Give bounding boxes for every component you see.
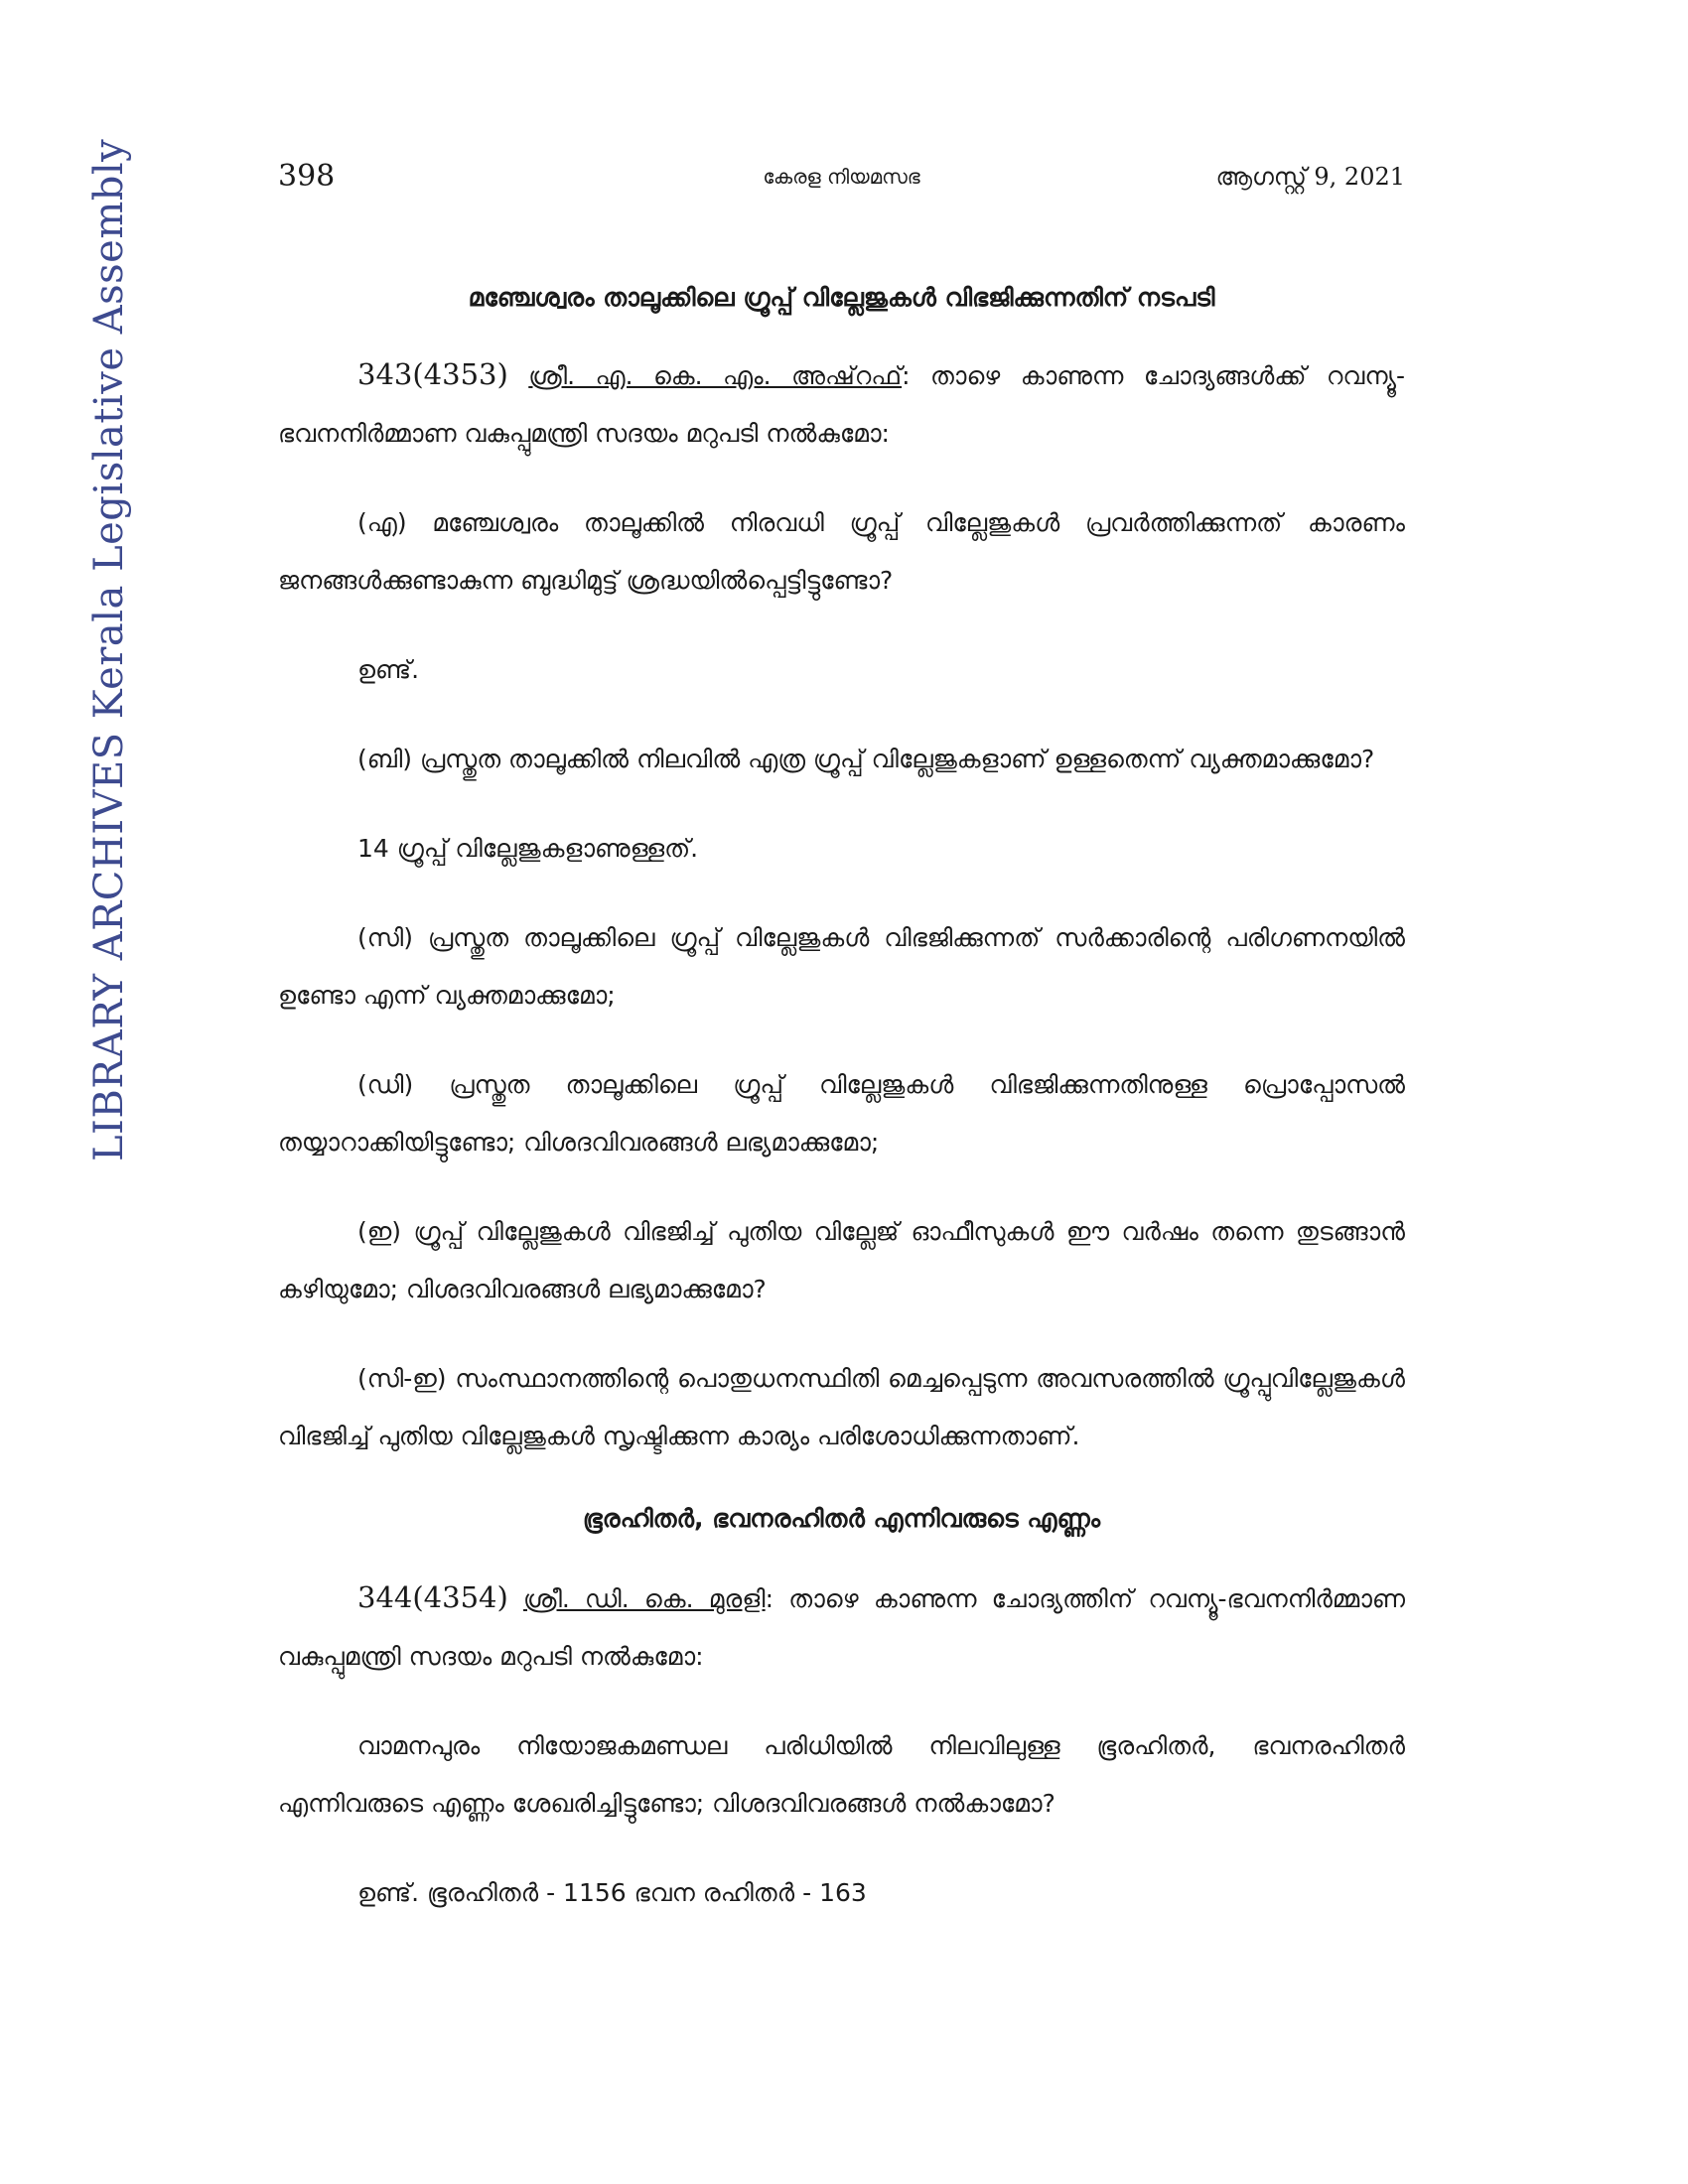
question-343-part-d: (ഡി) പ്രസ്തുത താലൂക്കിലെ ഗ്രൂപ്പ് വില്ലേജുകൾ വിഭജിക്കുന്നതിനുള്ള പ്രൊപ്പോസൽ തയ്യാറാക്കിയിട്ടുണ്ടോ; വിശദവിവരങ്ങൾ ലഭ്യമാക്കുമോ; xyxy=(278,1070,1405,1157)
answer-343-parts-c-e: (സി-ഇ) സംസ്ഥാനത്തിന്റെ പൊതുധനസ്ഥിതി മെച്ചപ്പെടുന്ന അവസരത്തിൽ ഗ്രൂപ്പുവില്ലേജുകൾ വിഭജിച്ച് പുതിയ വില്ലേജുകൾ സൃഷ്ടിക്കുന്ന കാര്യം പരിശോധിക്കുന്നതാണ്. xyxy=(278,1364,1405,1450)
answer-343-part-a: ഉണ്ട്. xyxy=(357,655,420,684)
page-header xyxy=(278,159,1405,199)
running-title: കേരള നിയമസഭ xyxy=(763,165,920,189)
page-number: 398 xyxy=(278,159,336,194)
question-344-intro-text: : താഴെ കാണുന്ന ചോദ്യത്തിന് റവന്യൂ-ഭവനനിർമ്മാണ വകുപ്പുമന്ത്രി സദയം മറുപടി നൽകുമോ: xyxy=(278,1584,1406,1671)
question-344-member: ശ്രീ. ഡി. കെ. മുരളി xyxy=(523,1584,766,1613)
question-344-body: വാമനപുരം നിയോജകമണ്ഡല പരിധിയിൽ നിലവിലുള്ള ഭൂരഹിതർ, ഭവനരഹിതർ എന്നിവരുടെ എണ്ണം ശേഖരിച്ചിട്ടുണ്ടോ; വിശദവിവരങ്ങൾ നൽകാമോ? xyxy=(278,1731,1405,1818)
library-archives-watermark: LIBRARY ARCHIVES Kerala Legislative Assembly xyxy=(86,138,132,1161)
header-date: ആഗസ്റ്റ് 9, 2021 xyxy=(1215,163,1405,191)
question-344-intro xyxy=(278,1569,1405,1686)
question-343-part-a: (എ) മഞ്ചേശ്വരം താലൂക്കിൽ നിരവധി ഗ്രൂപ്പ് വില്ലേജുകൾ പ്രവർത്തിക്കുന്നത് കാരണം ജനങ്ങൾക്കുണ്ടാകുന്ന ബുദ്ധിമുട്ട് ശ്രദ്ധയിൽപ്പെട്ടിട്ടുണ്ടോ? xyxy=(278,508,1405,595)
answer-344: ഉണ്ട്. ഭൂരഹിതർ - 1156 ഭവന രഹിതർ - 163 xyxy=(357,1878,867,1907)
question-343-member: ശ്രീ. എ. കെ. എം. അഷ്‌റഫ് xyxy=(528,361,903,390)
question-343-heading: മഞ്ചേശ്വരം താലൂക്കിലെ ഗ്രൂപ്പ് വില്ലേജുകൾ വിഭജിക്കുന്നതിന് നടപടി xyxy=(468,283,1215,312)
question-344-number: 344(4354) xyxy=(357,1580,508,1614)
question-343-part-e: (ഇ) ഗ്രൂപ്പ് വില്ലേജുകൾ വിഭജിച്ച് പുതിയ വില്ലേജ് ഓഫീസുകൾ ഈ വർഷം തന്നെ തുടങ്ങാൻ കഴിയുമോ; വിശദവിവരങ്ങൾ ലഭ്യമാക്കുമോ? xyxy=(278,1217,1405,1303)
question-344-heading: ഭൂരഹിതർ, ഭവനരഹിതർ എന്നിവരുടെ എണ്ണം xyxy=(582,1504,1101,1533)
question-343-number: 343(4353) xyxy=(357,357,508,391)
answer-343-part-b: 14 ഗ്രൂപ്പ് വില്ലേജുകളാണുള്ളത്. xyxy=(357,834,699,863)
question-343-part-c: (സി) പ്രസ്തുത താലൂക്കിലെ ഗ്രൂപ്പ് വില്ലേജുകൾ വിഭജിക്കുന്നത് സർക്കാരിന്റെ പരിഗണനയിൽ ഉണ്ടോ എന്ന് വ്യക്തമാക്കുമോ; xyxy=(278,923,1405,1010)
question-343-intro xyxy=(278,345,1405,463)
page-content xyxy=(278,278,1405,1954)
question-343-part-b: (ബി) പ്രസ്തുത താലൂക്കിൽ നിലവിൽ എത്ര ഗ്രൂപ്പ് വില്ലേജുകളാണ് ഉള്ളതെന്ന് വ്യക്തമാക്കുമോ? xyxy=(357,745,1375,773)
question-343-intro-text: : താഴെ കാണുന്ന ചോദ്യങ്ങൾക്ക് റവന്യൂ-ഭവനനിർമ്മാണ വകുപ്പുമന്ത്രി സദയം മറുപടി നൽകുമോ: xyxy=(278,361,1406,448)
